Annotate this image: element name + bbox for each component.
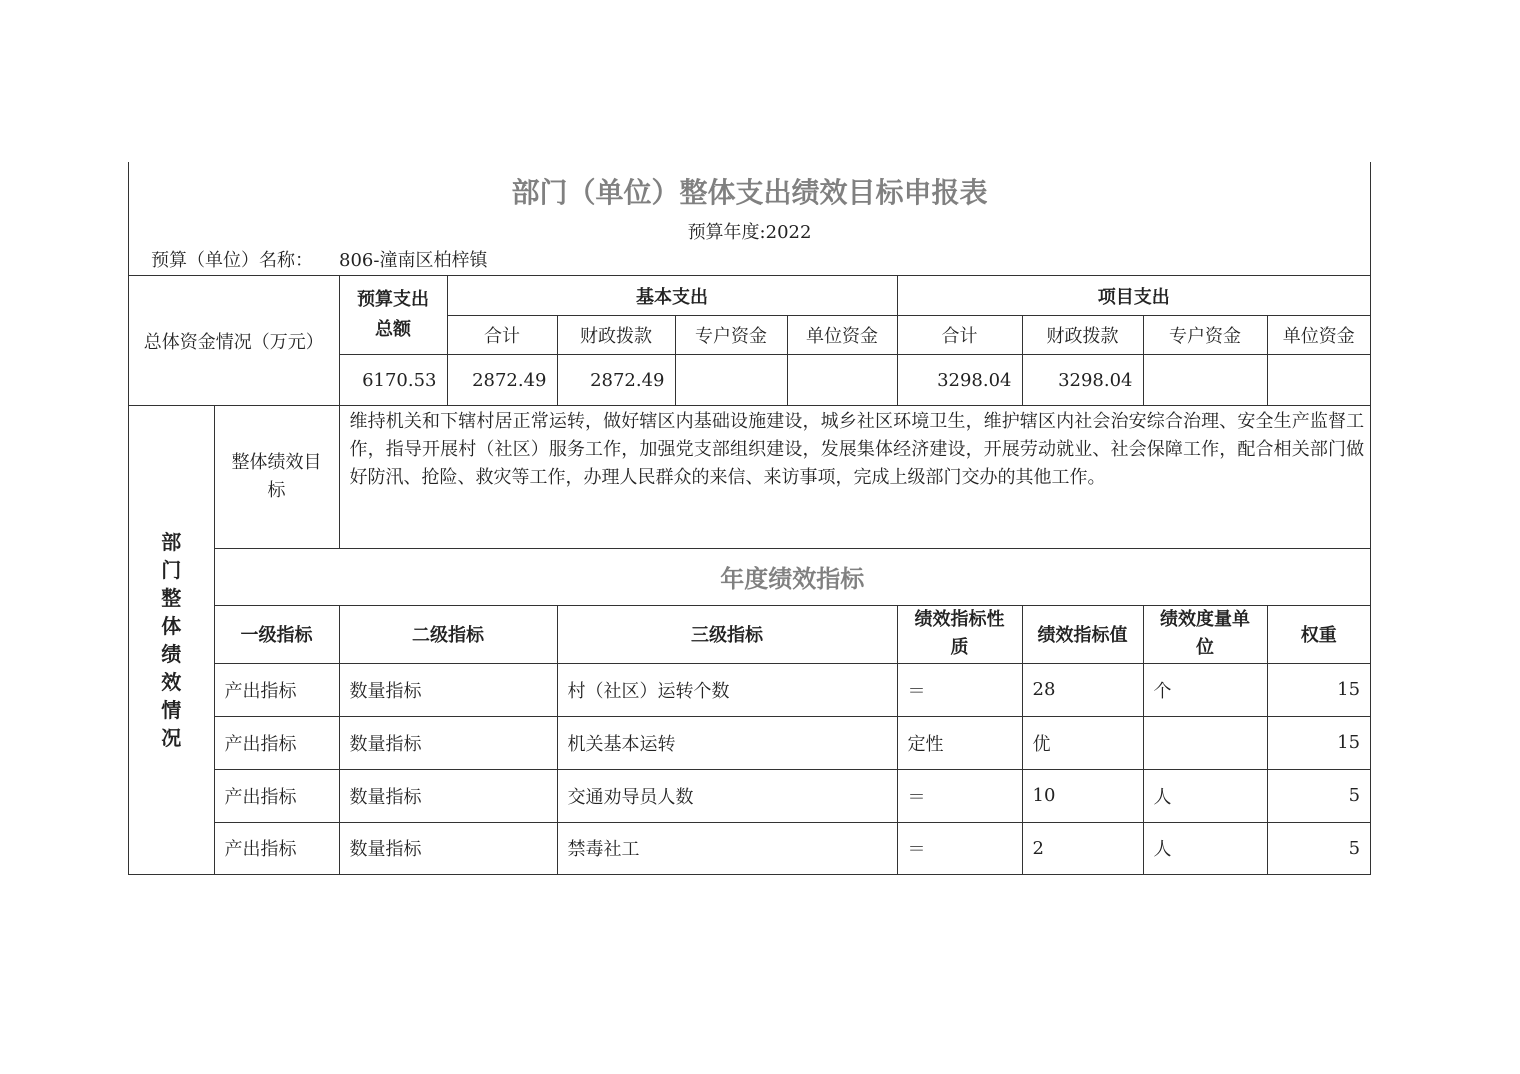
- table-row: 产出指标 数量指标 交通劝导员人数 ＝ 10 人 5: [129, 769, 1370, 822]
- project-total-header: 合计: [897, 316, 1022, 355]
- basic-fiscal-value: 2872.49: [557, 355, 675, 406]
- project-special-value: [1143, 355, 1267, 406]
- unit-name-label: 预算（单位）名称：: [151, 250, 313, 271]
- col-level3: 三级指标: [557, 605, 897, 663]
- unit-name-value: 806-潼南区柏梓镇: [339, 250, 488, 271]
- performance-side-label: 部 门 整 体 绩 效 情 况: [129, 406, 214, 874]
- basic-unit-value: [787, 355, 897, 406]
- report-form: [128, 162, 1371, 875]
- annual-indicators-title: 年度绩效指标: [214, 548, 1370, 605]
- project-total-value: 3298.04: [897, 355, 1022, 406]
- table-row: 产出指标 数量指标 村（社区）运转个数 ＝ 28 个 15: [129, 663, 1370, 716]
- project-special-header: 专户资金: [1143, 316, 1267, 355]
- table-row: 产出指标 数量指标 禁毒社工 ＝ 2 人 5: [129, 822, 1370, 874]
- project-unit-value: [1267, 355, 1370, 406]
- funds-row-label: 总体资金情况（万元）: [129, 276, 339, 406]
- basic-total-value: 2872.49: [447, 355, 557, 406]
- total-header: 预算支出总额: [339, 276, 447, 355]
- performance-table: [129, 406, 1370, 875]
- col-unit: 绩效度量单位: [1143, 605, 1267, 663]
- table-row: 产出指标 数量指标 机关基本运转 定性 优 15: [129, 716, 1370, 769]
- goal-label: 整体绩效目标: [214, 406, 339, 548]
- project-expense-header: 项目支出: [897, 276, 1370, 316]
- project-fiscal-value: 3298.04: [1022, 355, 1143, 406]
- col-value: 绩效指标值: [1022, 605, 1143, 663]
- total-value: 6170.53: [339, 355, 447, 406]
- project-unit-header: 单位资金: [1267, 316, 1370, 355]
- unit-name-row: [129, 248, 1370, 275]
- basic-special-value: [675, 355, 787, 406]
- basic-unit-header: 单位资金: [787, 316, 897, 355]
- basic-total-header: 合计: [447, 316, 557, 355]
- basic-special-header: 专户资金: [675, 316, 787, 355]
- basic-expense-header: 基本支出: [447, 276, 897, 316]
- funds-table: [129, 275, 1370, 406]
- goal-text: 维持机关和下辖村居正常运转，做好辖区内基础设施建设，城乡社区环境卫生，维护辖区内社会治安综合治理、安全生产监督工作，指导开展村（社区）服务工作，加强党支部组织建设，发展集体经济建设，开展劳动就业、社会保障工作，配合相关部门做好防汛、抢险、救灾等工作，办理人民群众的来信、来访事项，完成上级部门交办的其他工作。: [339, 406, 1370, 548]
- col-weight: 权重: [1267, 605, 1370, 663]
- page-title: 部门（单位）整体支出绩效目标申报表: [511, 176, 988, 209]
- project-fiscal-header: 财政拨款: [1022, 316, 1143, 355]
- budget-year: 预算年度:2022: [687, 222, 812, 243]
- col-level1: 一级指标: [214, 605, 339, 663]
- col-nature: 绩效指标性质: [897, 605, 1022, 663]
- col-level2: 二级指标: [339, 605, 557, 663]
- basic-fiscal-header: 财政拨款: [557, 316, 675, 355]
